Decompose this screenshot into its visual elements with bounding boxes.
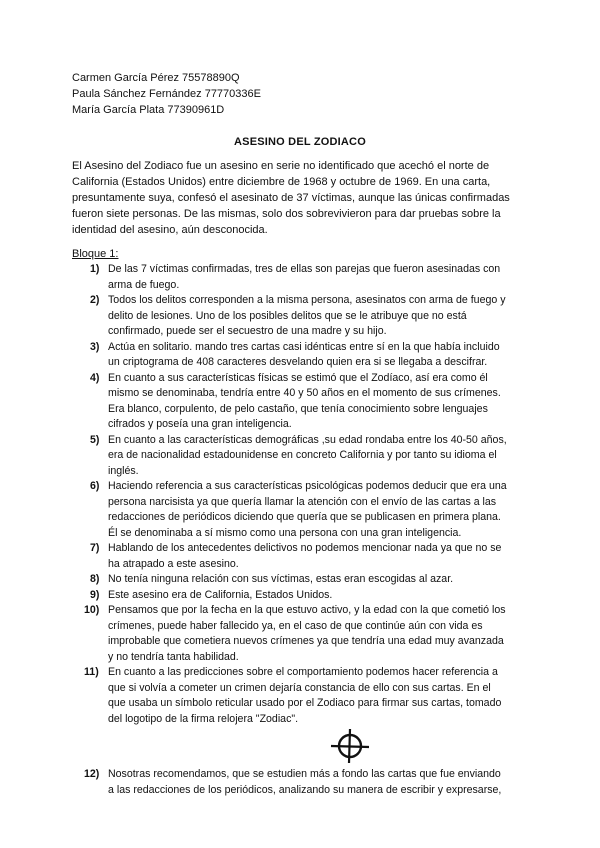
intro-paragraph (72, 158, 532, 238)
list-item-number: 7) (90, 542, 100, 554)
list-item-line: Él se denominaba a sí mismo como una persona con una gran inteligencia. (108, 526, 462, 539)
author-line: María García Plata 77390961D (72, 104, 225, 116)
list-item-line: En cuanto a las predicciones sobre el comportamiento podemos hacer referencia a (108, 666, 498, 678)
document-title: ASESINO DEL ZODIACO (234, 136, 366, 148)
list-item-line: Este asesino era de California, Estados Unidos. (108, 588, 333, 601)
list-item-line: y no tendría tanta habilidad. (108, 650, 239, 663)
list-item-number: 12) (84, 768, 100, 780)
list-item-number: 10) (84, 604, 100, 616)
numbered-list (72, 262, 542, 798)
list-item-line: confirmado, puede ser el secuestro de una madre y su hijo. (108, 325, 387, 337)
list-item-number: 4) (90, 371, 100, 384)
intro-line: fueron siete personas. De las mismas, solo dos sobrevivieron para dar pruebas sobre la (72, 208, 501, 220)
list-item-number: 11) (84, 666, 99, 678)
list-item-line: Pensamos que por la fecha en la que estuvo activo, y la edad con la que cometió los (108, 604, 506, 616)
list-item-number: 5) (90, 433, 100, 446)
zodiac-symbol-container (72, 727, 542, 767)
list-item (72, 588, 542, 604)
list-item-line: que si volvía a cometer un crimen dejaría constancia de ello con sus cartas. En el (108, 681, 491, 694)
list-item-number: 1) (90, 263, 100, 275)
list-item-line: Todos los delitos corresponden a la misma persona, asesinatos con arma de fuego y (108, 294, 506, 306)
list-item-line: crímenes, puede haber fallecido ya, en el caso de que continúe aún con vida es (108, 619, 483, 632)
list-item-number: 8) (90, 573, 100, 585)
intro-line: presuntamente suya, confesó el asesinato de 37 víctimas, aunque las únicas confirmadas (72, 192, 510, 204)
list-item-line: De las 7 víctimas confirmadas, tres de ellas son parejas que fueron asesinadas con (108, 263, 501, 275)
list-item-number: 6) (90, 480, 100, 492)
list-item (72, 479, 542, 541)
author-line: Carmen García Pérez 75578890Q (72, 72, 240, 84)
list-item-line: a las redacciones de los periódicos, analizando su manera de escribir y expresarse, (108, 783, 502, 796)
list-item (72, 371, 542, 433)
author-list (72, 70, 261, 118)
intro-line: California (Estados Unidos) entre diciembre de 1968 y octubre de 1969. En una carta, (72, 176, 491, 188)
list-item-line: que usaba un símbolo reticular usado por el Zodiaco para firmar sus cartas, tomado (108, 697, 502, 709)
list-item-number: 2) (90, 294, 100, 306)
list-item (72, 665, 542, 727)
section-heading: Bloque 1: (72, 248, 119, 260)
list-item-line: inglés. (108, 464, 139, 477)
list-item-line: Hablando de los antecedentes delictivos no podemos mencionar nada ya que no se (108, 542, 502, 554)
list-item-line: En cuanto a las características demográficas ,su edad rondaba entre los 40-50 años, (108, 433, 507, 446)
list-item-line: arma de fuego. (108, 278, 180, 291)
zodiac-crosshair-icon (328, 727, 372, 765)
list-item-line: un criptograma de 408 caracteres desvelando quien era si se llegaba a descifrar. (108, 356, 488, 368)
list-item-line: Actúa en solitario. mando tres cartas casi idénticas entre sí en la que había incluido (108, 340, 500, 353)
list-item (72, 262, 542, 293)
list-item-number: 9) (90, 588, 100, 601)
list-item-line: delito de lesiones. Uno de los posibles delitos que se le atribuye que no está (108, 309, 467, 322)
list-item-line: En cuanto a sus características físicas se estimó que el Zodíaco, así era como él (108, 371, 488, 384)
list-item-line: ha atrapado a este asesino. (108, 557, 239, 570)
intro-line: identidad del asesino, aún desconocida. (72, 224, 268, 236)
list-item (72, 572, 542, 588)
list-item-line: Haciendo referencia a sus características psicológicas podemos deducir que era una (108, 480, 507, 492)
list-item-line: Nosotras recomendamos, que se estudien más a fondo las cartas que fue enviando (108, 768, 501, 780)
list-item (72, 433, 542, 480)
list-item (72, 340, 542, 371)
list-item-line: del logotipo de la firma relojera "Zodiac". (108, 712, 299, 725)
list-item (72, 767, 542, 798)
list-item-line: Era blanco, corpulento, de pelo castaño, que tenía conocimiento sobre lenguajes (108, 402, 488, 415)
list-item-line: No tenía ninguna relación con sus víctimas, estas eran escogidas al azar. (108, 573, 454, 585)
list-item (72, 603, 542, 665)
list-item-line: persona narcisista ya que quería llamar la atención con el envío de las cartas a las (108, 495, 497, 508)
list-item (72, 293, 542, 340)
list-item-line: improbable que cometiera nuevos crímenes ya que tendría una edad muy avanzada (108, 635, 504, 647)
list-item-line: redacciones de periódicos diciendo que quería que se publicasen en primera plana. (108, 511, 501, 523)
list-item-number: 3) (90, 340, 100, 353)
list-item-line: era de nacionalidad estadounidense en concreto California y por tanto su idioma el (108, 449, 497, 461)
author-line: Paula Sánchez Fernández 77770336E (72, 88, 261, 100)
list-item-line: mismo se denominaba, tendría entre 40 y 50 años en el momento de sus crímenes. (108, 387, 501, 399)
list-item (72, 541, 542, 572)
intro-line: El Asesino del Zodiaco fue un asesino en serie no identificado que acechó el norte de (72, 160, 490, 172)
list-item-line: cifrados y poseía una gran inteligencia. (108, 418, 292, 430)
